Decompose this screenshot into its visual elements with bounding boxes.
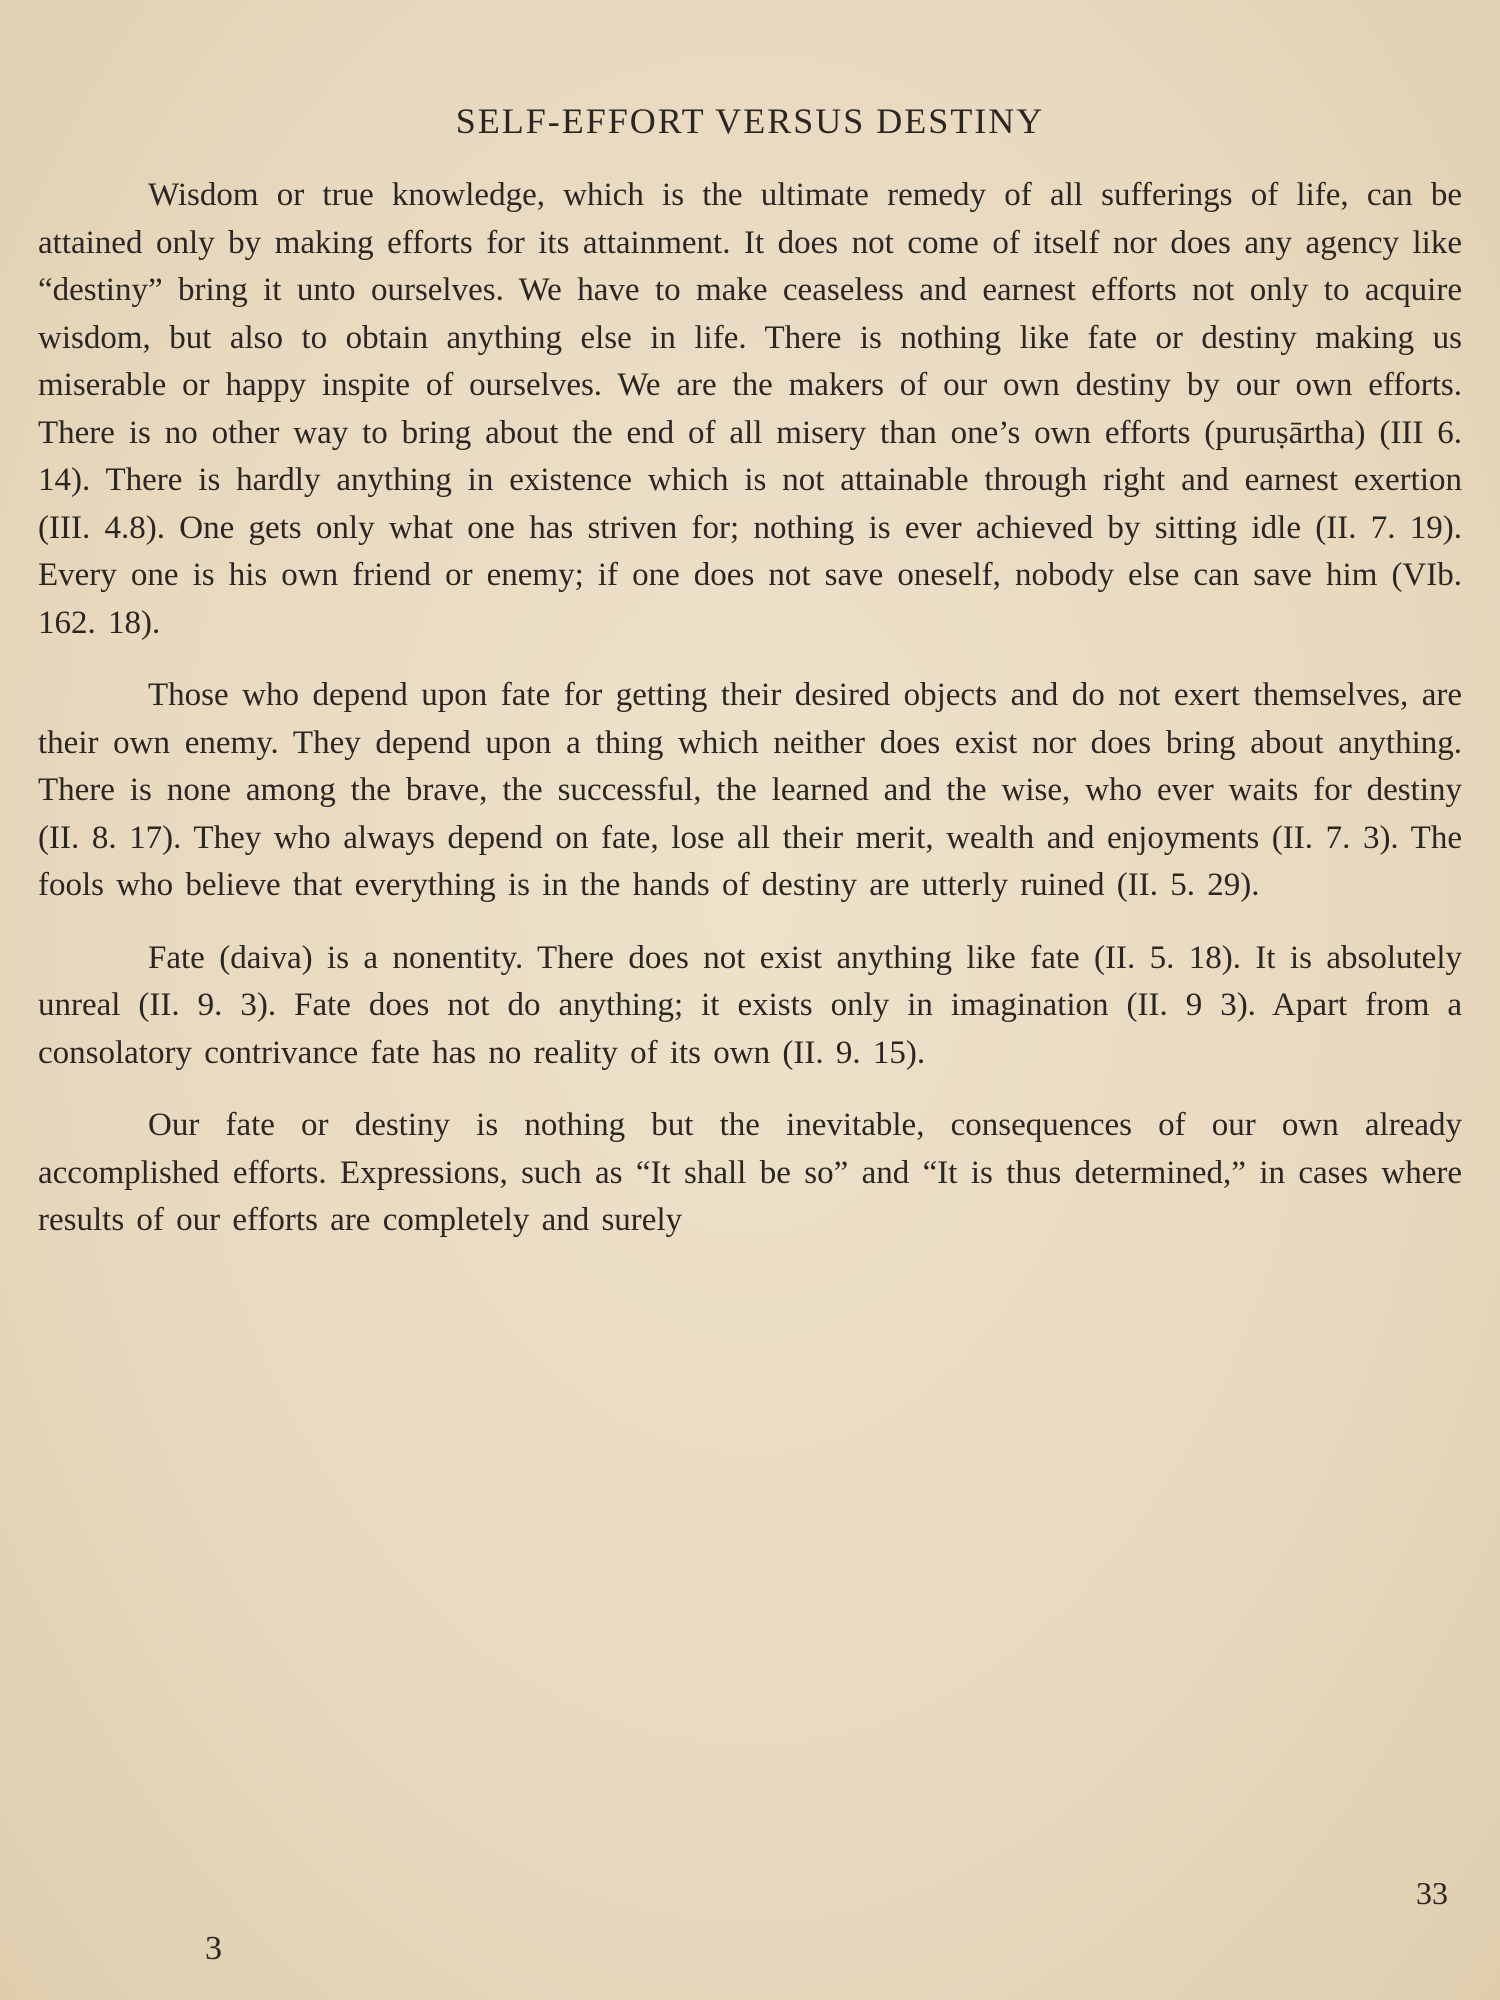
- page-number: 33: [1416, 1875, 1448, 1911]
- paragraph-1: Wisdom or true knowledge, which is the ultimate remedy of all sufferings of life, can be attained only by making efforts for its attainment. It does not come of itself nor does any agency like “destiny” bring it unto ourselves. We have to make ceaseless and earnest efforts not only to acquire wisdom, but also to obtain anything else in life. There is nothing like fate or destiny making us miserable or happy inspite of ourselves. We are the makers of our own destiny by our own efforts. There is no other way to bring about the end of all misery than one’s own efforts (puruṣārtha) (III 6. 14). There is hardly anything in existence which is not attainable through right and earnest exertion (III. 4.8). One gets only what one has striven for; nothing is ever achieved by sitting idle (II. 7. 19). Every one is his own friend or enemy; if one does not save oneself, nobody else can save him (VIb. 162. 18).: [38, 177, 1462, 641]
- paragraph-3: Fate (daiva) is a nonentity. There does not exist anything like fate (II. 5. 18). It is absolutely unreal (II. 9. 3). Fate does not do anything; it exists only in imagination (II. 9 3). Apart from a consolatory contrivance fate has no reality of its own (II. 9. 15).: [38, 939, 1462, 1071]
- signature-mark: 3: [205, 1930, 222, 1967]
- paragraph-2: Those who depend upon fate for getting their desired objects and do not exert themselves, are their own enemy. They depend upon a thing which neither does exist nor does bring about anything. There is none among the brave, the successful, the learned and the wise, who ever waits for destiny (II. 8. 17). They who always depend on fate, lose all their merit, wealth and enjoyments (II. 7. 3). The fools who believe that everything is in the hands of destiny are utterly ruined (II. 5. 29).: [38, 677, 1462, 903]
- body-text: [38, 172, 1462, 1245]
- paragraph-4: Our fate or destiny is nothing but the inevitable, consequences of our own already accomplished efforts. Expressions, such as “It shall be so” and “It is thus determined,” in cases where results of our efforts are completely and surely: [38, 1107, 1462, 1238]
- chapter-title: SELF-EFFORT VERSUS DESTINY: [455, 101, 1045, 141]
